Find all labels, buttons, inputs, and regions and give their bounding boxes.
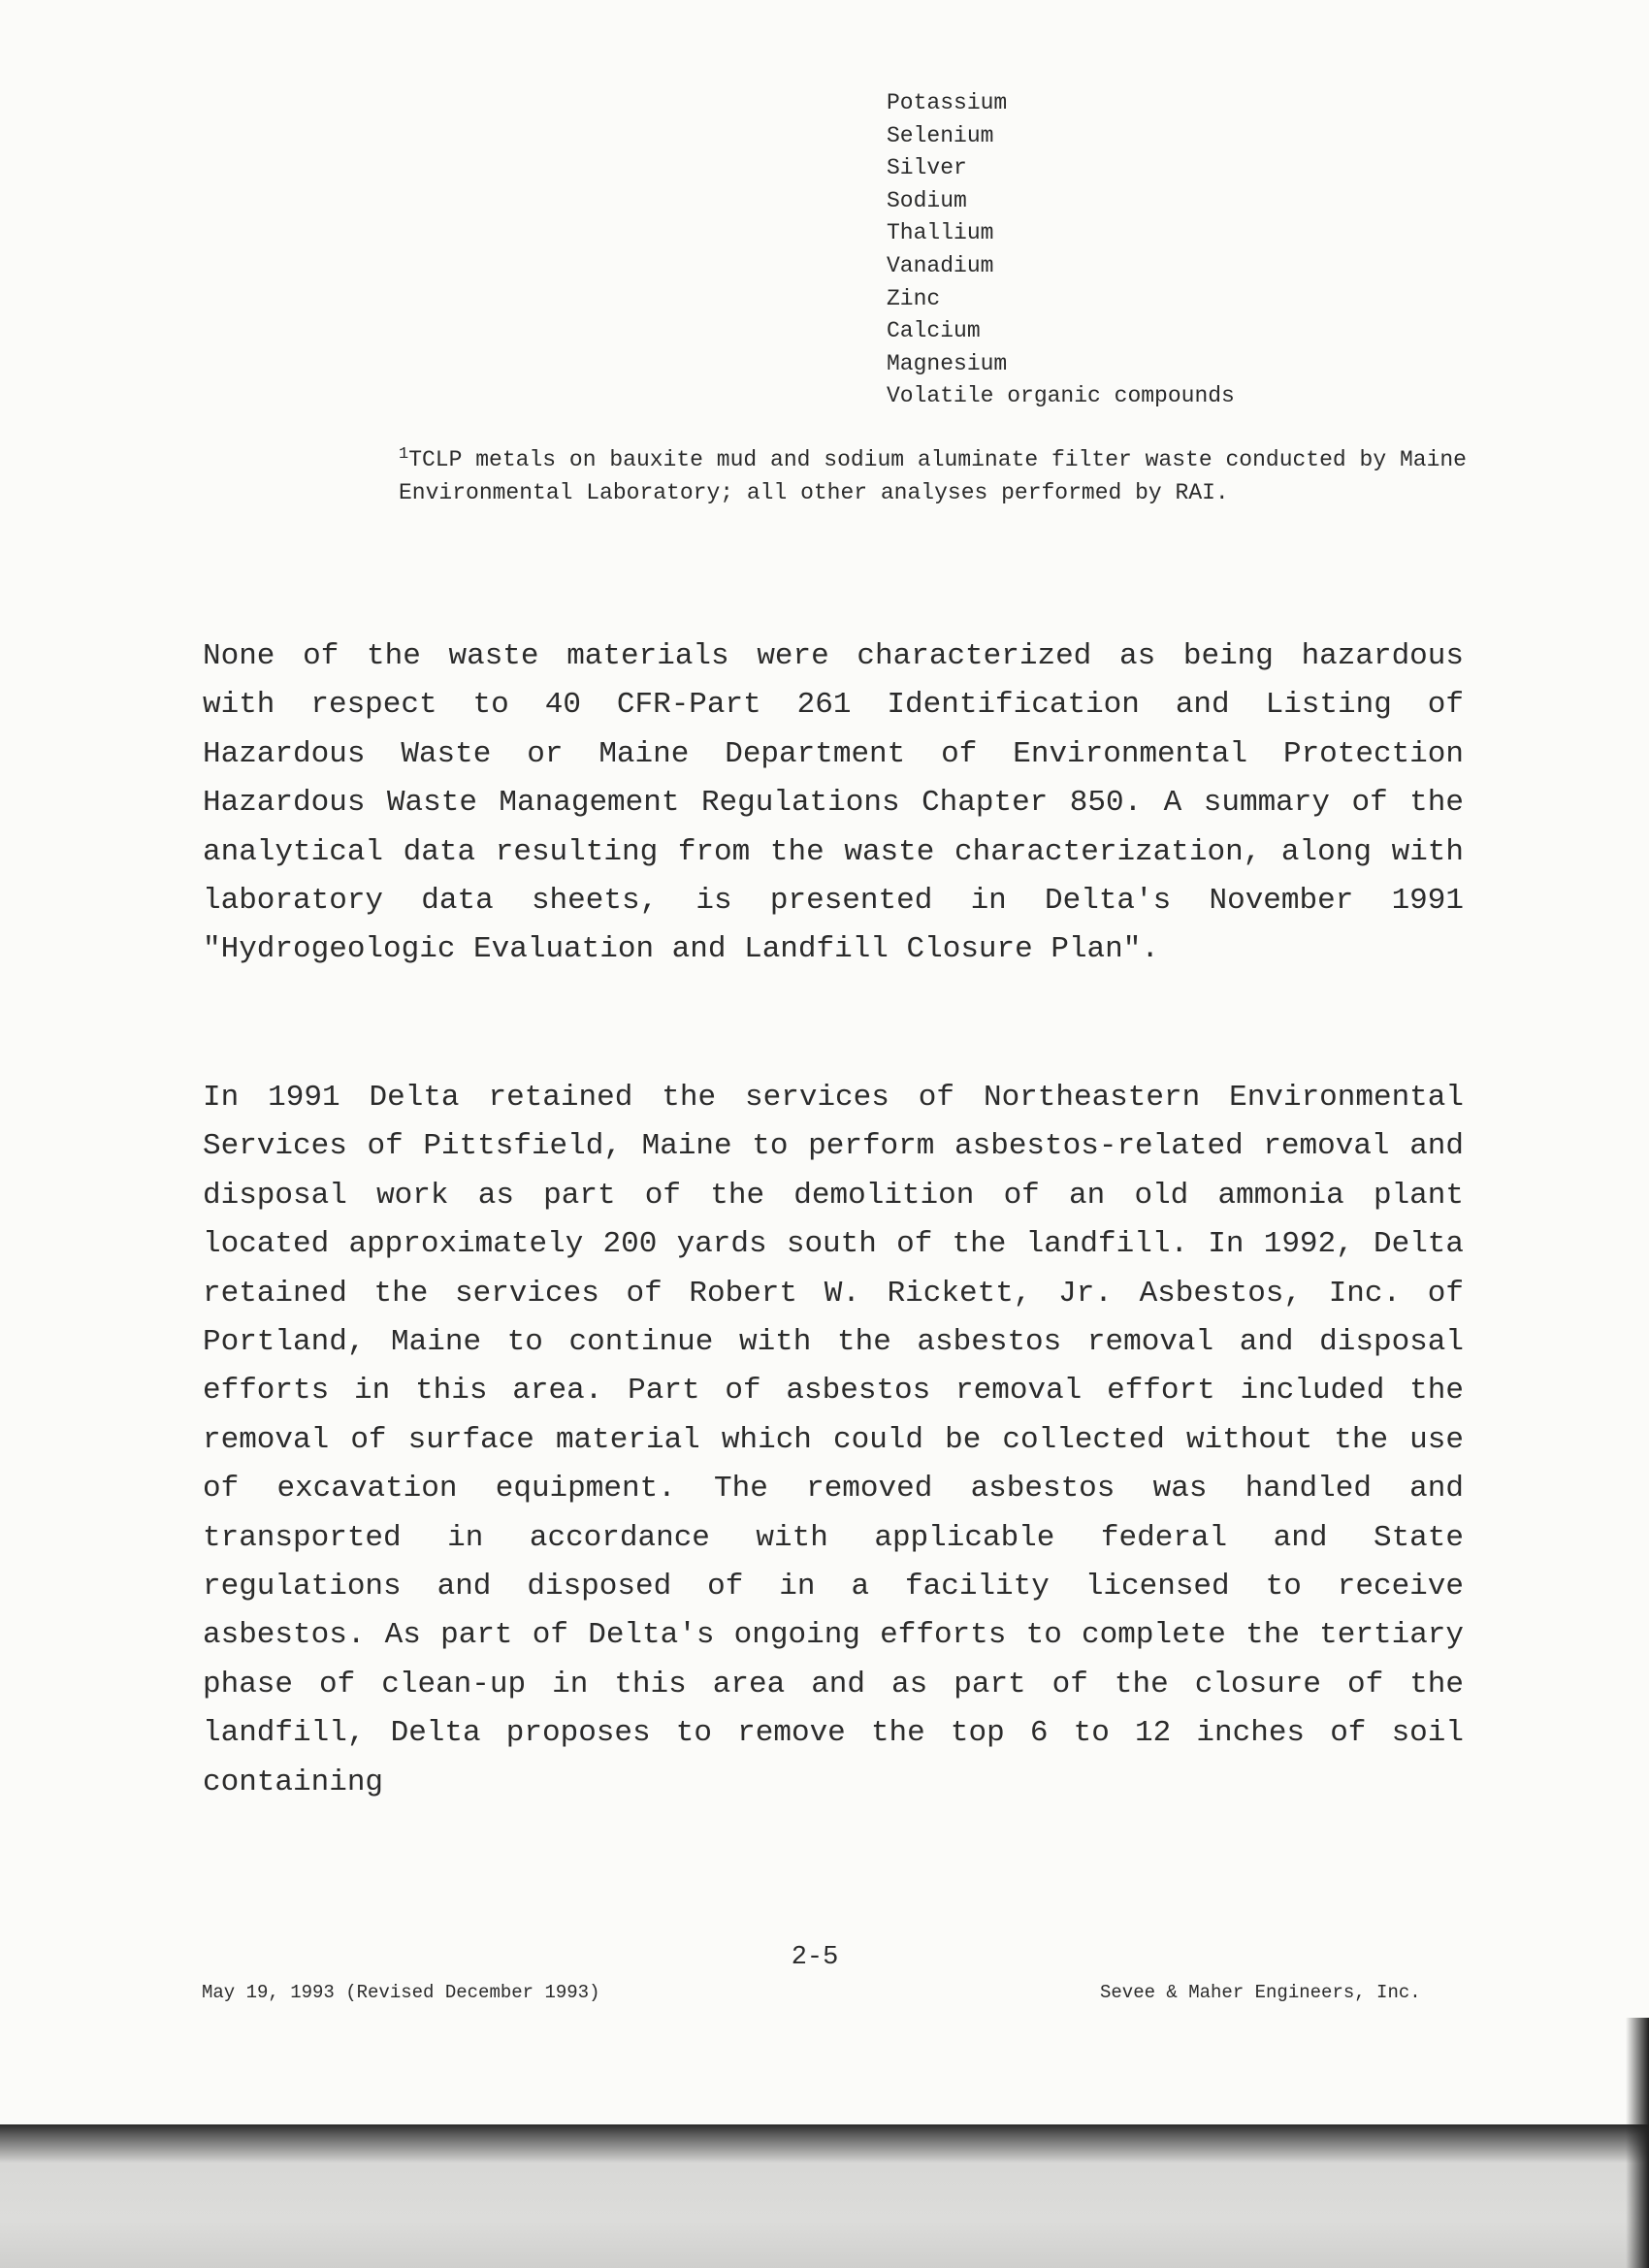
analyte-item: Thallium <box>887 220 994 246</box>
analyte-list <box>887 87 1235 413</box>
analyte-item: Magnesium <box>887 350 1008 376</box>
body-paragraph: In 1991 Delta retained the services of Northeastern Environmental Services of Pittsfield, Maine to perform asbestos-related removal and disposal work as part of the demolition of an old ammonia plant located approximately 200 yards south of the landfill. In 1992, Delta retained the services of Robert W. Rickett, Jr. Asbestos, Inc. of Portland, Maine to continue with the asbestos removal and disposal efforts in this area. Part of asbestos removal effort included the removal of surface material which could be collected without the use of excavation equipment. The removed asbestos was handled and transported in accordance with applicable federal and State regulations and disposed of in a facility licensed to receive asbestos. As part of Delta's ongoing efforts to complete the tertiary phase of clean-up in this area and as part of the closure of the landfill, Delta proposes to remove the top 6 to 12 inches of soil containing <box>203 1081 1464 1799</box>
footnote-text: TCLP metals on bauxite mud and sodium aluminate filter waste conducted by Maine Environmental Laboratory; all other analyses performed by RAI. <box>399 447 1467 505</box>
analyte-item: Vanadium <box>887 252 994 278</box>
analyte-item: Calcium <box>887 318 981 344</box>
analyte-item: Selenium <box>887 122 994 148</box>
footer-date: May 19, 1993 (Revised December 1993) <box>202 1982 600 2003</box>
analyte-item: Sodium <box>887 187 967 213</box>
footer-company: Sevee & Maher Engineers, Inc. <box>1100 1982 1421 2003</box>
table-footnote <box>399 444 1467 509</box>
analyte-item: Potassium <box>887 90 1008 115</box>
scanner-shadow <box>1626 2018 1649 2268</box>
footnote-marker: 1 <box>399 445 409 464</box>
analyte-item: Silver <box>887 155 967 181</box>
scanner-edge <box>0 2124 1649 2268</box>
analyte-item: Zinc <box>887 285 941 311</box>
analyte-item: Volatile organic compounds <box>887 383 1235 409</box>
page-number: 2-5 <box>791 1943 839 1972</box>
body-paragraph: None of the waste materials were characterized as being hazardous with respect to 40 CFR-Part 261 Identification and Listing of Hazardous Waste or Maine Department of Environmental Protection Hazardous Waste Management Regulations Chapter 850. A summary of the analytical data resulting from the waste characterization, along with laboratory data sheets, is presented in Delta's November 1991 "Hydrogeologic Evaluation and Landfill Closure Plan". <box>203 639 1464 967</box>
